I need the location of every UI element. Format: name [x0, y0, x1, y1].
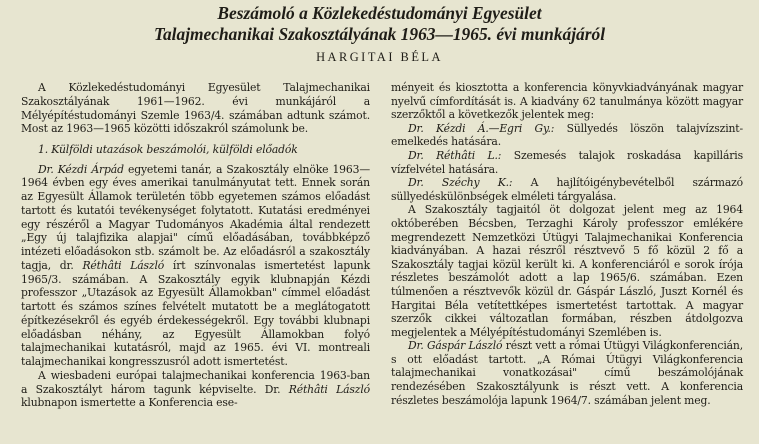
intro-paragraph: A Közlekedéstudományi Egyesület Talajmechanikai Szakosztályának 1961—1962. évi munkájáról a Mélyépítéstudományi Szemle 1963/4. számában adtunk számot. Most az 1963—1965 közötti időszakról számolunk be. — [21, 81, 370, 136]
reference-item — [391, 149, 743, 176]
person-name: Dr. Gáspár László — [408, 339, 503, 353]
paragraph-text: egyetemi tanár, a Szakosztály elnöke 1963—1964 évben egy éves amerikai tanulmányutat tett. Ennek során az Egyesült Államok területén több egyetemen számos előadást tartott és kutatói tevékenységet folytatott. Kutatási eredményei egy részéről a Magyar Tudományos Akadémia által rendezett „Egy új talajfizika alapjai" című előadásában, továbbképző intézeti előadásokon stb. számolt be. Az előadásról a szakosztály tagja, dr. — [21, 162, 370, 272]
left-column — [21, 81, 370, 410]
paragraph-text: írt színvonalas ismertetést lapunk 1965/3. számában. A Szakosztály egyik klubnapján Kézdi professzor „Utazások az Egyesült Államokban" címmel előadást tartott és számos színes felvételt mutatott be a meglátogatott építkezésekről és egyéb érdekességekről. Egy további klubnapi előadásban néhány, az Egyesült Államokban folyó talajmechanikai kutatásról, majd az 1965. évi VI. montreali talajmechanikai kongresszusról adott ismertetést. — [21, 258, 371, 369]
reference-title: Szemesés talajok roskadása kapilláris vízfelvétel hatására. — [391, 148, 743, 176]
article-title-line-2: Talajmechanikai Szakosztályának 1963—1965. évi munkájáról — [153, 24, 606, 44]
wiesbaden-paragraph — [21, 369, 370, 410]
reference-title: A hajlítóigénybevételből származó süllyedéskülönbségek elméleti tárgyalása. — [391, 176, 744, 203]
reference-authors: Dr. Kézdi Á.—Egri Gy.: — [408, 121, 555, 135]
person-name: Dr. Kézdi Árpád — [38, 162, 124, 176]
article-author: HARGITAI BÉLA — [316, 50, 443, 64]
person-name: Réthâti László — [82, 258, 165, 272]
reference-authors: Dr. Réthâti L.: — [408, 148, 502, 162]
continuation-paragraph: ményeit és kiosztotta a konferencia könyvkiadványának magyar nyelvű címfordítását is. A kiadvány 62 tanulmánya között magyar szerzőktől a következők jelentek meg: — [391, 81, 743, 122]
reference-item — [391, 122, 743, 149]
reference-authors: Dr. Széchy K.: — [408, 176, 513, 190]
person-name: Réthâti László — [288, 382, 370, 396]
reference-title: Süllyedés löszön talajvízszint-emelkedés hatására. — [391, 121, 743, 149]
paragraph-text: részt vett a római Útügyi Világkonferencián, s ott előadást tartott. „A Római Útügyi Világkonferencia talajmechanikai vonatkozásai" című beszámolójának rendezésében Szakosztályunk is részt vett. A konferencia részletes beszámolója lapunk 1964/7. számában jelent meg. — [391, 339, 743, 407]
article-header — [0, 3, 759, 65]
paragraph-text: klubnapon ismertette a Konferencia ese- — [21, 396, 238, 410]
kezdi-paragraph — [21, 163, 370, 369]
right-column — [391, 81, 743, 407]
section-heading-text: 1. Külföldi utazások beszámolói, külföldi előadók — [38, 143, 298, 156]
reference-item — [391, 176, 743, 203]
rome-conference-paragraph — [391, 339, 743, 407]
vienna-conference-paragraph: A Szakosztály tagjaitól öt dolgozat jelent meg az 1964 októberében Bécsben, Terzaghi Károly professzor emlékére megrendezett Nemzetközi Útügyi Talajmechanikai Konferencia kiadványában. A hazai részről résztvevő 5 fő közül 2 fő a Szakosztály tagjai közül került ki. A konferenciáról e sorok írója részletes beszámolót adott a lap 1965/6. számában. Ezen túlmenően a résztvevők közül dr. Gáspár László, Juszt Kornél és Hargitai Béla vetítettképes ismertetést tartottak. A magyar szerzők cikkei változatlan formában, részben átdolgozva megjelentek a Mélyépítéstudományi Szemlében is. — [391, 203, 743, 339]
article-title-line-1: Beszámoló a Közlekedéstudományi Egyesület — [217, 3, 542, 23]
section-heading — [21, 143, 370, 157]
paragraph-text: A wiesbadeni európai talajmechanikai konferencia 1963-ban a Szakosztályt három tagunk képviselte. Dr. — [21, 368, 370, 396]
